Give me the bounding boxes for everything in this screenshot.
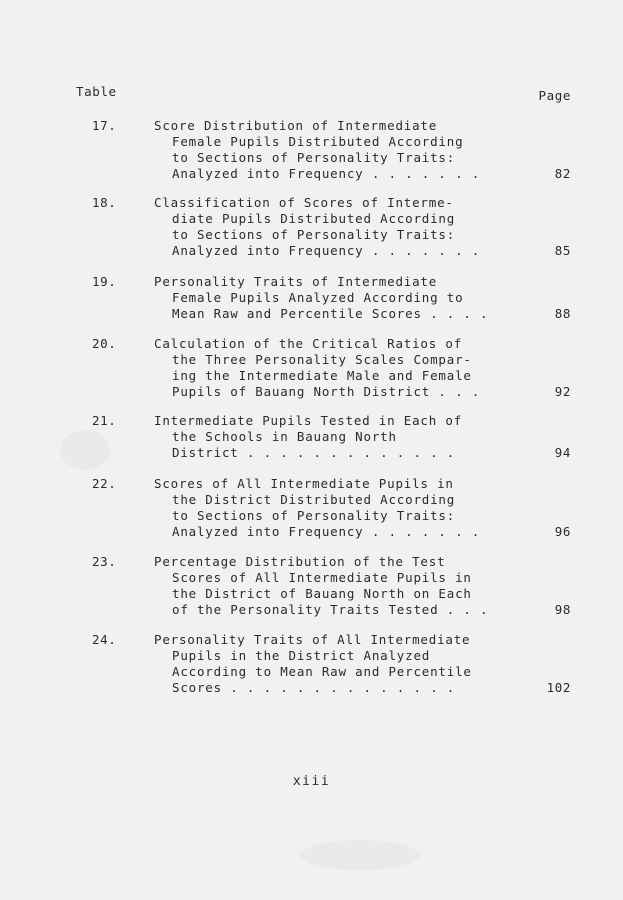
entry-title-line: the District Distributed According [172,492,456,507]
entry-title-line: Female Pupils Distributed According [172,134,464,149]
entry-title-line: According to Mean Raw and Percentile [172,664,472,679]
entry-title-line: Calculation of the Critical Ratios of [154,336,463,351]
entry-title-line: Mean Raw and Percentile Scores . . . . [172,306,489,321]
entry-title-line: Pupils of Bauang North District . . . [172,384,481,399]
table-number: 19. [92,274,117,289]
entry-page-number: 102 [546,680,571,695]
entry-title-line: Pupils in the District Analyzed [172,648,431,663]
entry-title-line: Analyzed into Frequency . . . . . . . [172,243,481,258]
entry-title-line: to Sections of Personality Traits: [172,227,456,242]
table-number: 17. [92,118,117,133]
entry-title-line: Analyzed into Frequency . . . . . . . [172,166,481,181]
entry-page-number: 96 [554,524,571,539]
table-number: 24. [92,632,117,647]
entry-title-line: Classification of Scores of Interme- [154,195,454,210]
entry-title-line: Scores . . . . . . . . . . . . . . [172,680,456,695]
footer-page-number: xiii [292,774,331,789]
entry-title-line: Personality Traits of Intermediate [154,274,438,289]
table-number: 22. [92,476,117,491]
entry-title-line: the Schools in Bauang North [172,429,397,444]
table-number: 23. [92,554,117,569]
entry-title-line: Score Distribution of Intermediate [154,118,438,133]
entry-title-line: Analyzed into Frequency . . . . . . . [172,524,481,539]
entry-page-number: 82 [554,166,571,181]
entry-title-line: of the Personality Traits Tested . . . [172,602,489,617]
entry-title-line: Percentage Distribution of the Test [154,554,446,569]
entry-page-number: 94 [554,445,571,460]
entry-title-line: the District of Bauang North on Each [172,586,472,601]
table-number: 18. [92,195,117,210]
entry-title-line: to Sections of Personality Traits: [172,508,456,523]
entry-title-line: District . . . . . . . . . . . . . [172,445,456,460]
entry-page-number: 98 [554,602,571,617]
entry-title-line: Scores of All Intermediate Pupils in [154,476,454,491]
entry-title-line: diate Pupils Distributed According [172,211,456,226]
entry-title-line: Scores of All Intermediate Pupils in [172,570,472,585]
entry-title-line: Personality Traits of All Intermediate [154,632,471,647]
entry-title-line: the Three Personality Scales Compar- [172,352,472,367]
table-column-header: Table [76,84,117,99]
entry-page-number: 85 [554,243,571,258]
table-number: 21. [92,413,117,428]
entry-page-number: 92 [554,384,571,399]
page-column-header: Page [538,88,571,103]
entry-page-number: 88 [554,306,571,321]
table-number: 20. [92,336,117,351]
entry-title-line: to Sections of Personality Traits: [172,150,456,165]
entry-title-line: ing the Intermediate Male and Female [172,368,472,383]
entry-title-line: Intermediate Pupils Tested in Each of [154,413,463,428]
entry-title-line: Female Pupils Analyzed According to [172,290,464,305]
